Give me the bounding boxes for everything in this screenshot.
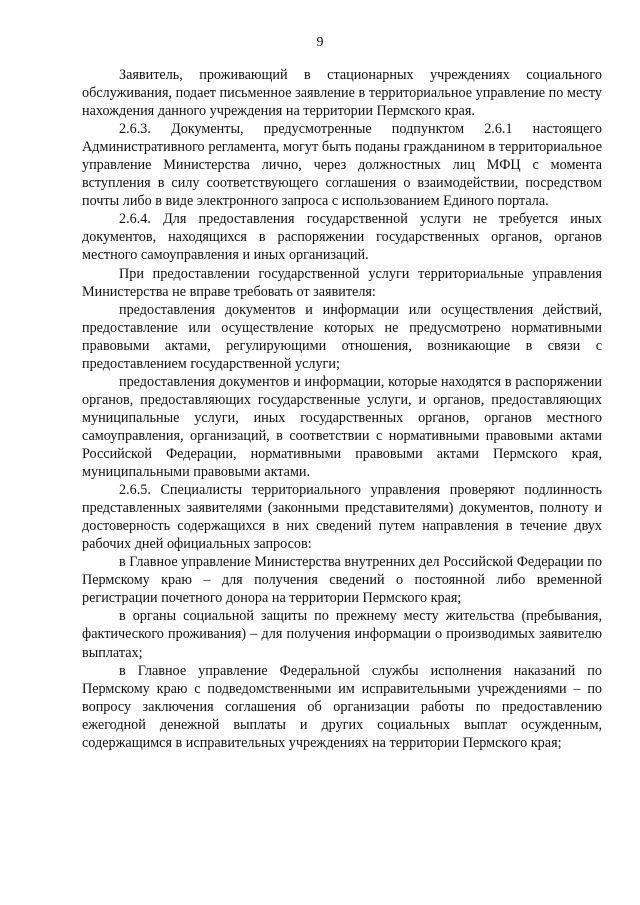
paragraph: в органы социальной защиты по прежнему месту жительства (пребывания, фактического проживания) – для получения информации о производимых заявителю выплатах; <box>82 608 602 661</box>
paragraph: в Главное управление Министерства внутренних дел Российской Федерации по Пермскому краю – для получения сведений о постоянной либо временной регистрации почетного донора на территории Пермского края; <box>82 554 602 607</box>
paragraph: 2.6.4. Для предоставления государственной услуги не требуется иных документов, находящихся в распоряжении государственных органов, органов местного самоуправления и иных организаций. <box>82 211 602 264</box>
paragraph: предоставления документов и информации, которые находятся в распоряжении органов, предоставляющих государственные услуги, и органов, предоставляющих муниципальные услуги, иных государственных органов, органов местного самоуправления, организаций, в соответствии с нормативными правовыми актами Российской Федерации, нормативными правовыми актами Пермского края, муниципальными правовыми актами. <box>82 373 602 481</box>
paragraph: 2.6.3. Документы, предусмотренные подпунктом 2.6.1 настоящего Административного регламента, могут быть поданы гражданином в территориальное управление Министерства лично, через должностных лиц МФЦ с момента вступления в силу соответствующего соглашения о взаимодействии, посредством почты либо в виде электронного запроса с использованием Единого портала. <box>82 121 602 210</box>
paragraph: предоставления документов и информации или осуществления действий, предоставление или осуществление которых не предусмотрено нормативными правовыми актами, регулирующими отношения, возникающие в связи с предоставлением государственной услуги; <box>82 301 602 372</box>
page-number: 9 <box>316 35 324 50</box>
paragraph: Заявитель, проживающий в стационарных учреждениях социального обслуживания, подает письменное заявление в территориальное управление по месту нахождения данного учреждения на территории Пермского края. <box>82 67 602 120</box>
document-body <box>82 66 602 752</box>
paragraph: в Главное управление Федеральной службы исполнения наказаний по Пермскому краю с подведомственными им исправительными учреждениями – по вопросу заключения соглашения об организации работы по предоставлению ежегодной денежной выплаты и других социальных выплат осужденным, содержащимся в исправительных учреждениях на территории Пермского края; <box>82 662 602 751</box>
paragraph: При предоставлении государственной услуги территориальные управления Министерства не вправе требовать от заявителя: <box>82 265 602 300</box>
paragraph: 2.6.5. Специалисты территориального управления проверяют подлинность представленных заявителями (законными представителями) документов, полноту и достоверность содержащихся в них сведений путем направления в течение двух рабочих дней официальных запросов: <box>82 482 602 553</box>
